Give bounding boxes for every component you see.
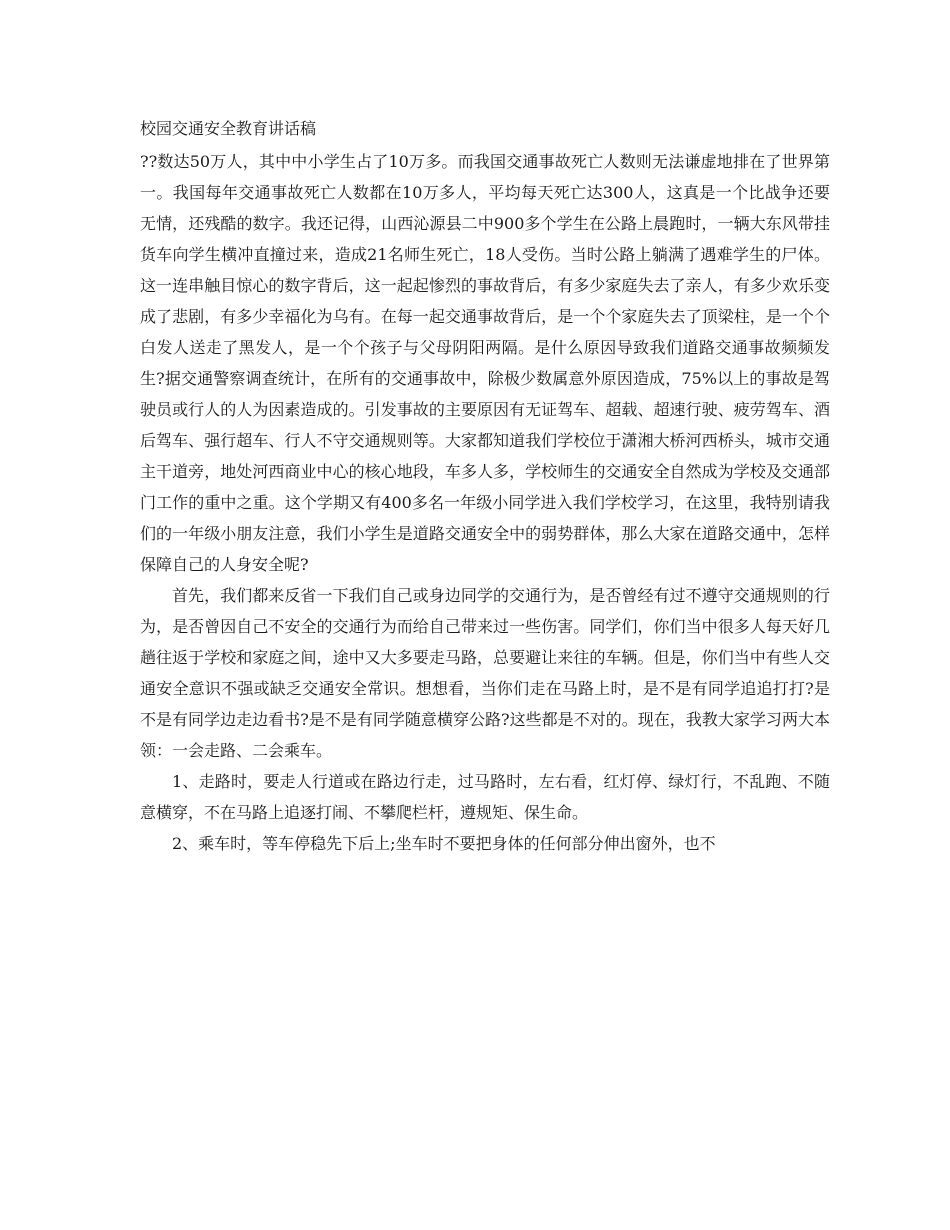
paragraph-riding-rule: 2、乘车时，等车停稳先下后上;坐车时不要把身体的任何部分伸出窗外，也不 [172,834,716,853]
document-title: 校园交通安全教育讲话稿 [140,119,317,138]
paragraph-walking-rule: 1、走路时，要走人行道或在路边行走，过马路时，左右看，红灯停、绿灯行，不乱跑、不随意横穿，不在马路上追逐打闹、不攀爬栏杆，遵规矩、保生命。 [140,772,830,822]
paragraph-reflection: 首先，我们都来反省一下我们自己或身边同学的交通行为，是否曾经有过不遵守交通规则的行为，是否曾因自己不安全的交通行为而给自己带来过一些伤害。同学们，你们当中很多人每天好几趟往返于学校和家庭之间，途中又大多要走马路，总要避让来往的车辆。但是，你们当中有些人交通安全意识不强或缺乏交通安全常识。想想看，当你们走在马路上时，是不是有同学追追打打?是不是有同学边走边看书?是不是有同学随意横穿公路?这些都是不对的。现在，我教大家学习两大本领：一会走路、二会乘车。 [140,586,830,760]
paragraph-statistics: ??数达50万人，其中中小学生占了10万多。而我国交通事故死亡人数则无法谦虚地排在了世界第一。我国每年交通事故死亡人数都在10万多人，平均每天死亡达300人，这真是一个比战争还要无情，还残酷的数字。我还记得，山西沁源县二中900多个学生在公路上晨跑时，一辆大东风带挂货车向学生横冲直撞过来，造成21名师生死亡，18人受伤。当时公路上躺满了遇难学生的尸体。这一连串触目惊心的数字背后，这一起起惨烈的事故背后，有多少家庭失去了亲人，有多少欢乐变成了悲剧，有多少幸福化为乌有。在每一起交通事故背后，是一个个家庭失去了顶梁柱，是一个个白发人送走了黑发人，是一个个孩子与父母阴阳两隔。是什么原因导致我们道路交通事故频频发生?据交通警察调查统计，在所有的交通事故中，除极少数属意外原因造成，75%以上的事故是驾驶员或行人的人为因素造成的。引发事故的主要原因有无证驾车、超载、超速行驶、疲劳驾车、酒后驾车、强行超车、行人不守交通规则等。大家都知道我们学校位于潇湘大桥河西桥头，城市交通主干道旁，地处河西商业中心的核心地段，车多人多，学校师生的交通安全自然成为学校及交通部门工作的重中之重。这个学期又有400多名一年级小同学进入我们学校学习，在这里，我特别请我们的一年级小朋友注意，我们小学生是道路交通安全中的弱势群体，那么大家在道路交通中，怎样保障自己的人身安全呢? [140,152,830,574]
document-body [140,146,830,859]
